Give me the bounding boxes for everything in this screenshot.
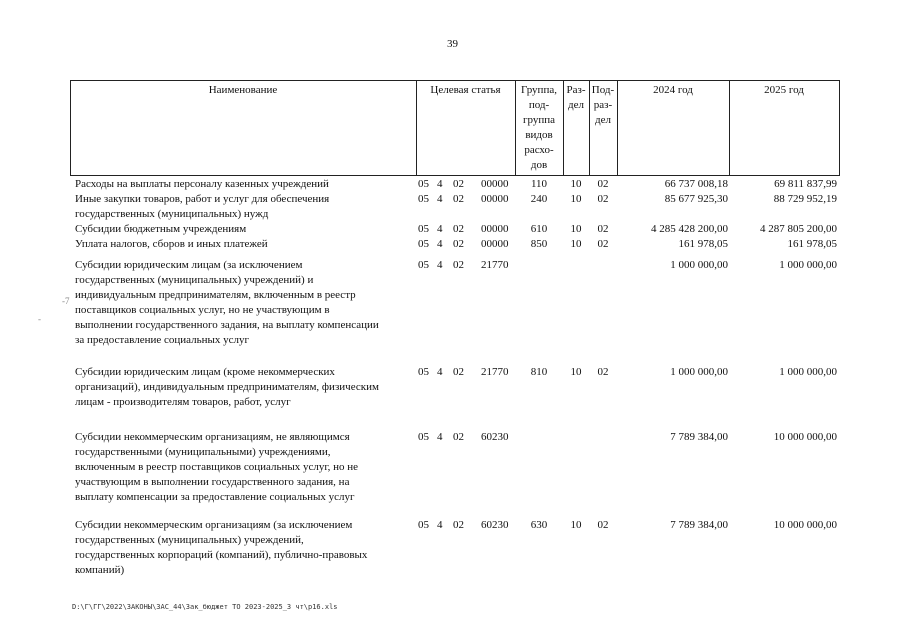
header-subsection: Под- раз- дел — [591, 84, 615, 126]
subsection-code: 02 — [597, 223, 609, 235]
header-2025: 2025 год — [764, 84, 804, 96]
subsection-code: 02 — [597, 178, 609, 190]
budget-table: Наименование Целевая статья Группа, под- группа видов расхо- дов Раз- дел Под- раз- дел 2024 год 2025 год Расходы на выплаты персоналу казенных учреждений 05 4 02 00000 110 10 02 66 737 008,18 69 811 837,99 Иные закупки товаров, работ и услуг для обеспечения государственных (муниципальных) нужд 05 4 02 00000 240 10 02 85 677 925,30 88 729 952,19 Субсидии бюджетным учреждениям 05 4 02 00000 610 10 02 4 285 428 200,00 4 287 805 200,00 Уплата налогов, сборов и иных платежей 05 4 02 00000 850 10 02 161 978,05 161 978,05 Субсидии юридическим лицам (за исключением государственных (муниципальных) учреждений) и индивидуальным предпринимателям, включенным в реестр поставщиков социальных услуг, но не участвующим в выполнении государственного задания, на выплату компенсации за предоставление социальных услуг 05 4 02 21770 1 000 000,00 1 000 000,00 Субсидии юридическим лицам (кроме некоммерческих организаций), индивидуальным предпринимателям, физическим лицам - производителям товаров, работ, услуг 05 4 02 21770 810 10 02 1 000 000,00 1 000 000,00 Субсидии некоммерческим организациям, не являющимся государственными (муниципальными) учреждениями, включенным в реестр поставщиков социальных услуг, но не участвующим в выполнении государственного задания, на выплату компенсации за предоставление социальных услуг 05 4 02 60230 7 789 384,00 10 000 000,00 Субсидии некоммерческим организациям (за исключением государственных (муниципальных) учреждений, государственных корпораций (компаний), публично-правовых компаний) 05 4 02 60230 630 10 02 7 789 384,00 10 000 000,00 — [70, 80, 840, 575]
subsection-code: 02 — [597, 193, 609, 205]
expense-group: 240 — [530, 193, 548, 205]
subsection-code: 02 — [597, 366, 609, 378]
row-name: Субсидии некоммерческим организациям, не являющимся государственными (муниципальными) учреждениями, включенным в реестр поставщиков социальных услуг, но не участвующим в выполнении государственного задания, на выплату компенсации за предоставление социальных услуг — [75, 431, 359, 503]
header-2024: 2024 год — [653, 84, 693, 96]
amount-2024: 85 677 925,30 — [664, 193, 728, 205]
amount-2024: 4 285 428 200,00 — [651, 223, 728, 235]
expense-group: 850 — [530, 238, 548, 250]
footer-file-path: D:\Г\ГГ\2022\ЗАКОНЫ\ЗАС_44\Зак_бюджет ТО 2023-2025_3 чт\р16.xls — [72, 603, 338, 611]
header-target-article: Целевая статья — [430, 84, 501, 96]
expense-group: 810 — [530, 366, 548, 378]
expense-group: 610 — [530, 223, 548, 235]
amount-2025: 1 000 000,00 — [779, 366, 837, 378]
section-code: 10 — [570, 178, 582, 190]
section-code: 10 — [570, 366, 582, 378]
section-code: 10 — [570, 223, 582, 235]
row-name: Уплата налогов, сборов и иных платежей — [75, 238, 268, 250]
header-group: Группа, под- группа видов расхо- дов — [521, 84, 557, 171]
row-name: Субсидии некоммерческим организациям (за исключением государственных (муниципальных) учреждений, государственных корпораций (компаний), публично-правовых компаний) — [75, 519, 368, 576]
expense-group: 110 — [530, 178, 548, 190]
amount-2024: 161 978,05 — [678, 238, 728, 250]
header-name: Наименование — [208, 84, 278, 96]
amount-2024: 1 000 000,00 — [670, 366, 728, 378]
row-name: Расходы на выплаты персоналу казенных учреждений — [75, 178, 329, 190]
amount-2025: 1 000 000,00 — [779, 259, 837, 271]
amount-2024: 1 000 000,00 — [670, 259, 728, 271]
expense-group: 630 — [530, 519, 548, 531]
scan-mark: - — [38, 314, 41, 324]
row-name: Субсидии юридическим лицам (за исключением государственных (муниципальных) учреждений) и индивидуальным предпринимателям, включенным в реестр поставщиков социальных услуг, но не участвующим в выполнении государственного задания, на выплату компенсации за предоставление социальных услуг — [75, 259, 379, 346]
row-name: Субсидии юридическим лицам (кроме некоммерческих организаций), индивидуальным предпринимателям, физическим лицам - производителям товаров, работ, услуг — [75, 366, 379, 408]
amount-2025: 10 000 000,00 — [773, 431, 837, 443]
amount-2025: 69 811 837,99 — [774, 178, 837, 190]
amount-2025: 88 729 952,19 — [773, 193, 837, 205]
subsection-code: 02 — [597, 238, 609, 250]
row-name: Субсидии бюджетным учреждениям — [75, 223, 247, 235]
amount-2025: 10 000 000,00 — [773, 519, 837, 531]
section-code: 10 — [570, 193, 582, 205]
page-number: 39 — [447, 38, 458, 50]
row-name: Иные закупки товаров, работ и услуг для обеспечения государственных (муниципальных) нужд — [75, 193, 330, 220]
section-code: 10 — [570, 519, 582, 531]
amount-2024: 66 737 008,18 — [664, 178, 728, 190]
amount-2024: 7 789 384,00 — [670, 519, 728, 531]
amount-2025: 161 978,05 — [787, 238, 837, 250]
section-code: 10 — [570, 238, 582, 250]
subsection-code: 02 — [597, 519, 609, 531]
header-section: Раз- дел — [566, 84, 586, 111]
amount-2025: 4 287 805 200,00 — [760, 223, 837, 235]
amount-2024: 7 789 384,00 — [670, 431, 728, 443]
scan-mark: -7 — [62, 296, 70, 306]
